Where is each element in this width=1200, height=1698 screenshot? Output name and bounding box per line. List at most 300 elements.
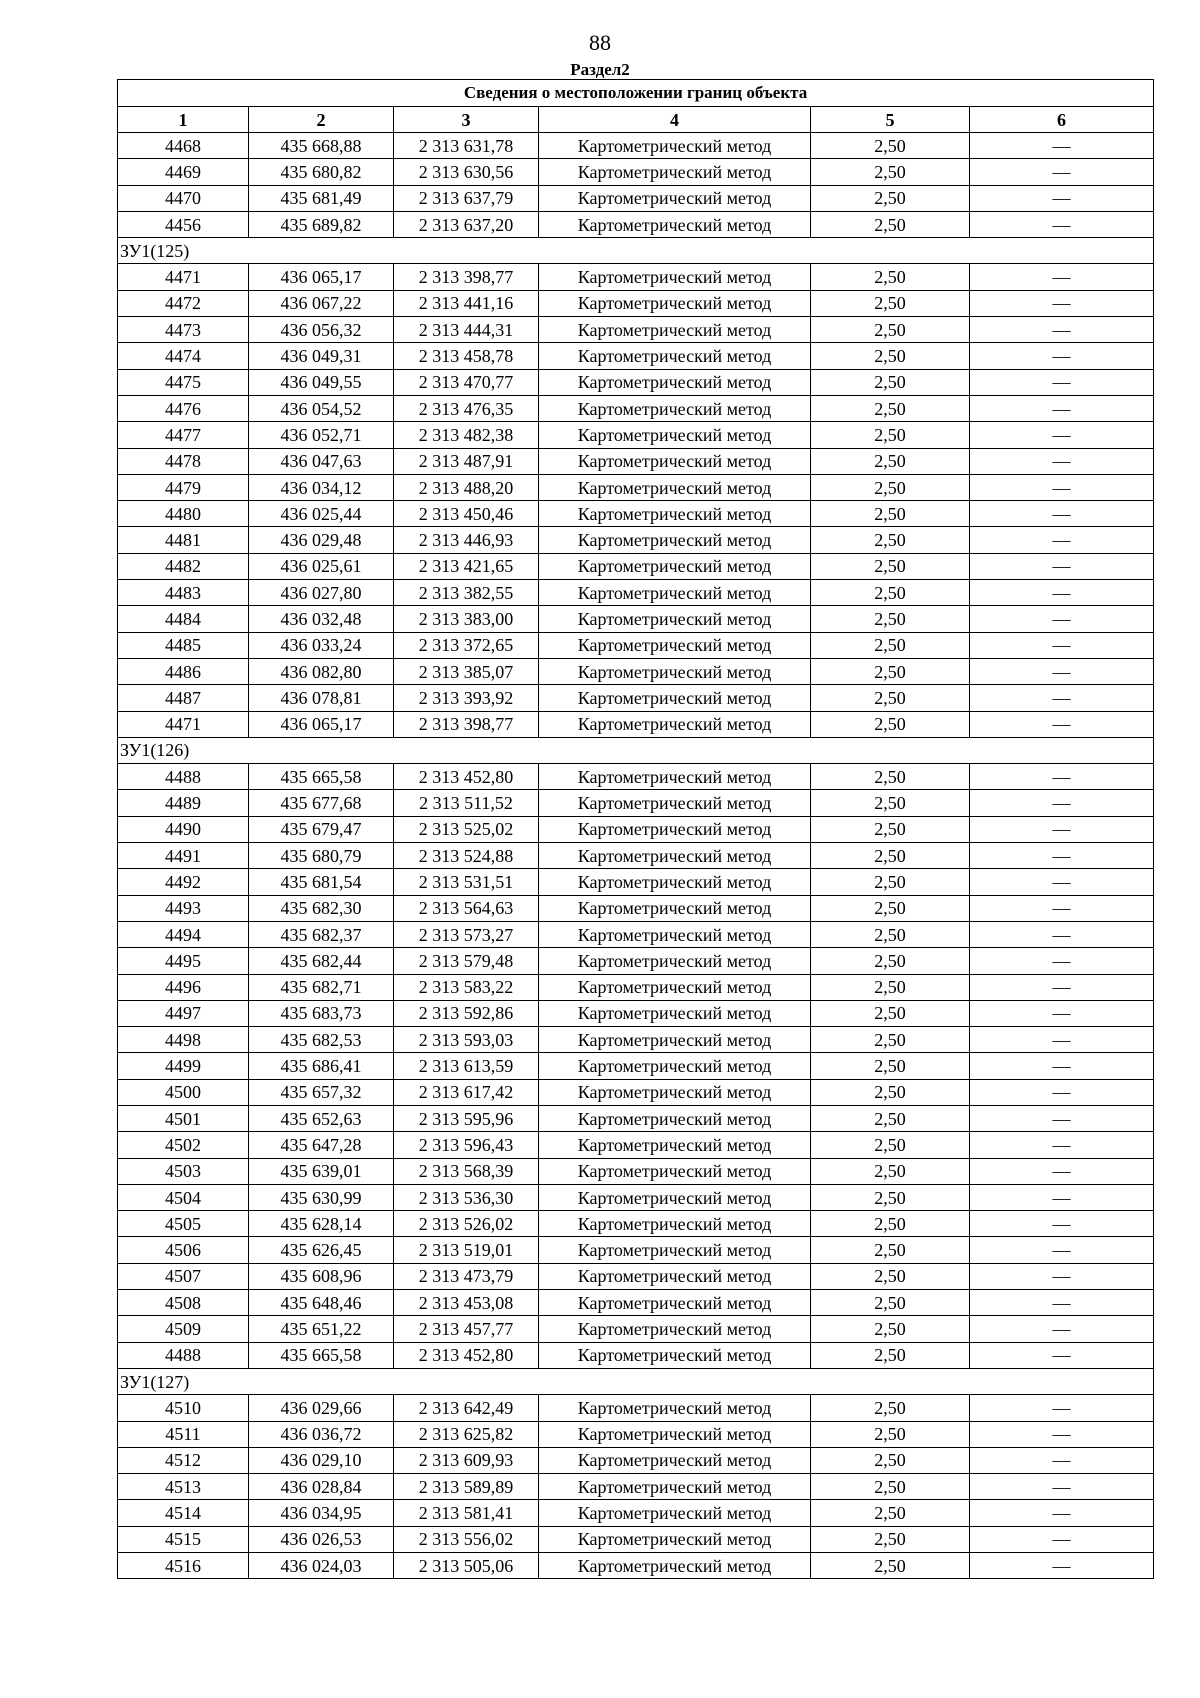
table-cell: 4491 (118, 843, 249, 869)
table-cell: Картометрический метод (539, 895, 811, 921)
table-cell: — (970, 1342, 1154, 1368)
table-cell: 4470 (118, 185, 249, 211)
table-cell: — (970, 1105, 1154, 1131)
table-cell: 2 313 444,31 (394, 317, 539, 343)
table-cell: 435 639,01 (249, 1158, 394, 1184)
table-row (118, 1105, 1154, 1131)
table-cell: Картометрический метод (539, 632, 811, 658)
table-row (118, 1447, 1154, 1473)
table-cell: 4477 (118, 422, 249, 448)
table-cell: — (970, 1474, 1154, 1500)
table-cell: Картометрический метод (539, 1184, 811, 1210)
table-cell: 2,50 (811, 869, 970, 895)
table-cell: 2,50 (811, 1079, 970, 1105)
table-cell: 2,50 (811, 580, 970, 606)
table-cell: 4471 (118, 711, 249, 737)
table-cell: Картометрический метод (539, 1053, 811, 1079)
table-cell: Картометрический метод (539, 1000, 811, 1026)
table-cell: 2 313 617,42 (394, 1079, 539, 1105)
table-cell: Картометрический метод (539, 553, 811, 579)
table-cell: 4505 (118, 1211, 249, 1237)
column-header: 3 (394, 107, 539, 133)
table-cell: 435 651,22 (249, 1316, 394, 1342)
table-cell: 2,50 (811, 1211, 970, 1237)
table-cell: 436 029,48 (249, 527, 394, 553)
table-cell: 436 065,17 (249, 264, 394, 290)
table-cell: 2,50 (811, 501, 970, 527)
table-cell: 2,50 (811, 290, 970, 316)
table-row (118, 133, 1154, 159)
table-cell: 2 313 637,79 (394, 185, 539, 211)
table-cell: 2 313 385,07 (394, 658, 539, 684)
table-cell: Картометрический метод (539, 1500, 811, 1526)
table-cell: 4486 (118, 658, 249, 684)
table-cell: 2 313 450,46 (394, 501, 539, 527)
section-title: Раздел2 (570, 60, 630, 79)
table-cell: 4516 (118, 1553, 249, 1579)
table-cell: Картометрический метод (539, 606, 811, 632)
table-cell: Картометрический метод (539, 1447, 811, 1473)
table-cell: Картометрический метод (539, 448, 811, 474)
table-cell: 2 313 589,89 (394, 1474, 539, 1500)
table-cell: 2 313 519,01 (394, 1237, 539, 1263)
table-cell: Картометрический метод (539, 1158, 811, 1184)
table-row (118, 448, 1154, 474)
table-cell: Картометрический метод (539, 1526, 811, 1552)
table-cell: Картометрический метод (539, 264, 811, 290)
table-cell: Картометрический метод (539, 948, 811, 974)
table-cell: 436 052,71 (249, 422, 394, 448)
table-cell: 2 313 511,52 (394, 790, 539, 816)
table-cell: 435 681,49 (249, 185, 394, 211)
table-cell: 2,50 (811, 790, 970, 816)
table-cell: 435 626,45 (249, 1237, 394, 1263)
table-cell: 2,50 (811, 1290, 970, 1316)
table-cell: — (970, 448, 1154, 474)
table-cell: 2,50 (811, 711, 970, 737)
table-row (118, 685, 1154, 711)
table-cell: 435 682,30 (249, 895, 394, 921)
table-cell: 436 028,84 (249, 1474, 394, 1500)
table-cell: 2 313 593,03 (394, 1027, 539, 1053)
table-cell: — (970, 869, 1154, 895)
table-cell: Картометрический метод (539, 1211, 811, 1237)
table-cell: 2 313 441,16 (394, 290, 539, 316)
table-cell: — (970, 369, 1154, 395)
table-cell: — (970, 211, 1154, 237)
table-cell: 2,50 (811, 974, 970, 1000)
table-cell: — (970, 395, 1154, 421)
table-cell: 435 680,82 (249, 159, 394, 185)
table-cell: 2 313 452,80 (394, 764, 539, 790)
table-cell: 4472 (118, 290, 249, 316)
table-cell: 4515 (118, 1526, 249, 1552)
table-cell: 435 679,47 (249, 816, 394, 842)
table-cell: Картометрический метод (539, 1079, 811, 1105)
table-cell: 2 313 453,08 (394, 1290, 539, 1316)
table-cell: 435 682,53 (249, 1027, 394, 1053)
table-cell: Картометрический метод (539, 790, 811, 816)
table-cell: 435 648,46 (249, 1290, 394, 1316)
table-cell: 436 036,72 (249, 1421, 394, 1447)
table-cell: 435 683,73 (249, 1000, 394, 1026)
table-cell: 2 313 573,27 (394, 921, 539, 947)
table-cell: 2,50 (811, 185, 970, 211)
table-cell: 2,50 (811, 1526, 970, 1552)
table-cell: 4508 (118, 1290, 249, 1316)
table-cell: 2,50 (811, 1184, 970, 1210)
table-cell: 435 680,79 (249, 843, 394, 869)
table-row (118, 1184, 1154, 1210)
table-cell: 2 313 579,48 (394, 948, 539, 974)
page-number: 88 (589, 30, 611, 55)
table-cell: — (970, 290, 1154, 316)
table-cell: — (970, 553, 1154, 579)
table-cell: 436 025,44 (249, 501, 394, 527)
group-header-row (118, 1368, 1154, 1394)
table-row (118, 948, 1154, 974)
table-cell: 2,50 (811, 658, 970, 684)
table-cell: 2 313 473,79 (394, 1263, 539, 1289)
table-row (118, 895, 1154, 921)
table-cell: 436 032,48 (249, 606, 394, 632)
table-cell: 436 065,17 (249, 711, 394, 737)
table-row (118, 974, 1154, 1000)
table-cell: — (970, 658, 1154, 684)
table-cell: 2 313 487,91 (394, 448, 539, 474)
table-cell: 2,50 (811, 1132, 970, 1158)
table-cell: 2,50 (811, 843, 970, 869)
table-cell: 2,50 (811, 1000, 970, 1026)
group-header-row (118, 238, 1154, 264)
table-cell: — (970, 1500, 1154, 1526)
table-row (118, 1421, 1154, 1447)
table-cell: 2 313 458,78 (394, 343, 539, 369)
table-cell: — (970, 1211, 1154, 1237)
table-row (118, 1053, 1154, 1079)
table-row (118, 1395, 1154, 1421)
table-row (118, 501, 1154, 527)
table-row (118, 1316, 1154, 1342)
table-cell: 2,50 (811, 764, 970, 790)
table-cell: — (970, 527, 1154, 553)
table-cell: — (970, 1027, 1154, 1053)
table-cell: — (970, 711, 1154, 737)
table-cell: 4482 (118, 553, 249, 579)
group-label: ЗУ1(125) (118, 238, 1154, 264)
table-cell: — (970, 159, 1154, 185)
table-cell: Картометрический метод (539, 395, 811, 421)
table-cell: 2 313 446,93 (394, 527, 539, 553)
table-cell: — (970, 1421, 1154, 1447)
table-cell: 2 313 457,77 (394, 1316, 539, 1342)
table-cell: 436 078,81 (249, 685, 394, 711)
table-cell: Картометрический метод (539, 501, 811, 527)
table-cell: — (970, 1447, 1154, 1473)
table-cell: Картометрический метод (539, 1316, 811, 1342)
table-cell: 436 029,66 (249, 1395, 394, 1421)
table-cell: 2 313 383,00 (394, 606, 539, 632)
table-cell: — (970, 1000, 1154, 1026)
table-cell: Картометрический метод (539, 1105, 811, 1131)
table-cell: 4512 (118, 1447, 249, 1473)
table-cell: 4503 (118, 1158, 249, 1184)
table-cell: 4468 (118, 133, 249, 159)
table-cell: 436 029,10 (249, 1447, 394, 1473)
table-cell: Картометрический метод (539, 422, 811, 448)
table-cell: — (970, 580, 1154, 606)
table-cell: — (970, 1158, 1154, 1184)
table-cell: Картометрический метод (539, 1263, 811, 1289)
table-cell: 2,50 (811, 448, 970, 474)
table-row (118, 1237, 1154, 1263)
table-cell: 4513 (118, 1474, 249, 1500)
table-cell: — (970, 343, 1154, 369)
table-cell: Картометрический метод (539, 133, 811, 159)
table-cell: — (970, 1132, 1154, 1158)
table-cell: — (970, 1526, 1154, 1552)
table-row (118, 1079, 1154, 1105)
table-cell: — (970, 632, 1154, 658)
table-cell: Картометрический метод (539, 1290, 811, 1316)
table-row (118, 1474, 1154, 1500)
table-cell: 4501 (118, 1105, 249, 1131)
table-cell: Картометрический метод (539, 1553, 811, 1579)
table-cell: 4495 (118, 948, 249, 974)
table-row (118, 1000, 1154, 1026)
table-cell: 4499 (118, 1053, 249, 1079)
table-cell: — (970, 843, 1154, 869)
table-cell: 2,50 (811, 474, 970, 500)
table-cell: 4474 (118, 343, 249, 369)
table-cell: 2 313 393,92 (394, 685, 539, 711)
table-cell: Картометрический метод (539, 343, 811, 369)
table-cell: 2 313 625,82 (394, 1421, 539, 1447)
table-row (118, 553, 1154, 579)
table-cell: — (970, 264, 1154, 290)
boundary-coordinates-table (117, 79, 1154, 1579)
table-cell: 2,50 (811, 343, 970, 369)
table-cell: 435 668,88 (249, 133, 394, 159)
table-title-row (118, 80, 1154, 107)
table-cell: 4498 (118, 1027, 249, 1053)
table-cell: 4481 (118, 527, 249, 553)
table-row (118, 843, 1154, 869)
table-cell: 4456 (118, 211, 249, 237)
table-cell: 4493 (118, 895, 249, 921)
column-header: 1 (118, 107, 249, 133)
group-label: ЗУ1(127) (118, 1368, 1154, 1394)
table-cell: 2,50 (811, 211, 970, 237)
table-cell: 2,50 (811, 1158, 970, 1184)
table-cell: 4469 (118, 159, 249, 185)
table-cell: Картометрический метод (539, 290, 811, 316)
table-cell: 4511 (118, 1421, 249, 1447)
table-row (118, 790, 1154, 816)
table-cell: 2,50 (811, 921, 970, 947)
table-cell: 4502 (118, 1132, 249, 1158)
table-row (118, 921, 1154, 947)
table-cell: Картометрический метод (539, 369, 811, 395)
table-cell: 2,50 (811, 1027, 970, 1053)
table-cell: — (970, 948, 1154, 974)
table-cell: Картометрический метод (539, 764, 811, 790)
table-cell: 435 689,82 (249, 211, 394, 237)
table-cell: — (970, 816, 1154, 842)
table-cell: 436 054,52 (249, 395, 394, 421)
table-row (118, 606, 1154, 632)
table-cell: Картометрический метод (539, 527, 811, 553)
table-cell: 2 313 642,49 (394, 1395, 539, 1421)
table-cell: 436 027,80 (249, 580, 394, 606)
table-cell: Картометрический метод (539, 921, 811, 947)
table-cell: 2 313 631,78 (394, 133, 539, 159)
table-row (118, 1553, 1154, 1579)
table-cell: Картометрический метод (539, 1474, 811, 1500)
table-row (118, 264, 1154, 290)
table-cell: 2 313 583,22 (394, 974, 539, 1000)
table-cell: — (970, 1237, 1154, 1263)
table-cell: 2 313 482,38 (394, 422, 539, 448)
table-cell: 436 067,22 (249, 290, 394, 316)
table-cell: 435 682,37 (249, 921, 394, 947)
table-cell: 4488 (118, 764, 249, 790)
table-row (118, 580, 1154, 606)
table-cell: 2 313 531,51 (394, 869, 539, 895)
table-cell: — (970, 1184, 1154, 1210)
table-row (118, 816, 1154, 842)
table-cell: Картометрический метод (539, 1237, 811, 1263)
table-cell: 2,50 (811, 1421, 970, 1447)
table-cell: 436 025,61 (249, 553, 394, 579)
table-cell: 435 630,99 (249, 1184, 394, 1210)
table-cell: — (970, 921, 1154, 947)
table-cell: 435 665,58 (249, 764, 394, 790)
table-row (118, 422, 1154, 448)
table-row (118, 711, 1154, 737)
table-row (118, 632, 1154, 658)
table-cell: 436 034,95 (249, 1500, 394, 1526)
table-cell: — (970, 474, 1154, 500)
table-cell: — (970, 185, 1154, 211)
table-row (118, 159, 1154, 185)
table-cell: Картометрический метод (539, 580, 811, 606)
table-cell: 2 313 398,77 (394, 711, 539, 737)
table-cell: 4490 (118, 816, 249, 842)
table-cell: — (970, 606, 1154, 632)
table-cell: 436 034,12 (249, 474, 394, 500)
table-cell: 435 677,68 (249, 790, 394, 816)
table-cell: 2 313 526,02 (394, 1211, 539, 1237)
table-cell: 435 681,54 (249, 869, 394, 895)
table-cell: Картометрический метод (539, 185, 811, 211)
table-cell: 2,50 (811, 1474, 970, 1500)
table-cell: Картометрический метод (539, 843, 811, 869)
table-cell: Картометрический метод (539, 1132, 811, 1158)
table-cell: 2,50 (811, 1553, 970, 1579)
table-cell: 4514 (118, 1500, 249, 1526)
table-cell: Картометрический метод (539, 211, 811, 237)
table-cell: 4471 (118, 264, 249, 290)
table-cell: 2 313 596,43 (394, 1132, 539, 1158)
table-cell: 436 056,32 (249, 317, 394, 343)
column-header: 6 (970, 107, 1154, 133)
table-cell: 4479 (118, 474, 249, 500)
table-cell: 436 082,80 (249, 658, 394, 684)
table-cell: — (970, 317, 1154, 343)
table-cell: 2,50 (811, 1263, 970, 1289)
table-cell: 2,50 (811, 816, 970, 842)
table-cell: — (970, 1316, 1154, 1342)
table-row (118, 185, 1154, 211)
table-cell: 4484 (118, 606, 249, 632)
table-cell: 2 313 609,93 (394, 1447, 539, 1473)
table-row (118, 1132, 1154, 1158)
table-cell: 2 313 524,88 (394, 843, 539, 869)
table-cell: 2 313 372,65 (394, 632, 539, 658)
table-cell: Картометрический метод (539, 474, 811, 500)
table-cell: 436 026,53 (249, 1526, 394, 1552)
table-cell: 2,50 (811, 632, 970, 658)
table-cell: 2,50 (811, 527, 970, 553)
table-cell: 2 313 382,55 (394, 580, 539, 606)
table-cell: Картометрический метод (539, 1342, 811, 1368)
table-cell: 4489 (118, 790, 249, 816)
table-cell: 4494 (118, 921, 249, 947)
table-cell: 2,50 (811, 1500, 970, 1526)
table-cell: — (970, 133, 1154, 159)
table-row (118, 1342, 1154, 1368)
table-row (118, 290, 1154, 316)
table-cell: — (970, 974, 1154, 1000)
table-cell: 2,50 (811, 159, 970, 185)
table-cell: 4488 (118, 1342, 249, 1368)
table-row (118, 369, 1154, 395)
table-cell: 435 628,14 (249, 1211, 394, 1237)
table-cell: — (970, 501, 1154, 527)
table-cell: Картометрический метод (539, 1027, 811, 1053)
table-cell: 2,50 (811, 1342, 970, 1368)
table-cell: 2,50 (811, 1105, 970, 1131)
table-cell: 435 652,63 (249, 1105, 394, 1131)
column-header-row (118, 107, 1154, 133)
table-cell: — (970, 1053, 1154, 1079)
table-title: Сведения о местоположении границ объекта (118, 80, 1154, 107)
table-cell: 4480 (118, 501, 249, 527)
table-cell: 4507 (118, 1263, 249, 1289)
table-cell: 2,50 (811, 133, 970, 159)
table-cell: 2 313 505,06 (394, 1553, 539, 1579)
table-cell: 435 647,28 (249, 1132, 394, 1158)
table-row (118, 1526, 1154, 1552)
table-cell: 2,50 (811, 1237, 970, 1263)
table-cell: — (970, 1290, 1154, 1316)
table-cell: 435 686,41 (249, 1053, 394, 1079)
table-cell: 2,50 (811, 264, 970, 290)
table-cell: 2,50 (811, 1447, 970, 1473)
table-row (118, 869, 1154, 895)
table-cell: — (970, 1553, 1154, 1579)
table-row (118, 1211, 1154, 1237)
group-header-row (118, 737, 1154, 763)
table-cell: — (970, 764, 1154, 790)
table-cell: 2 313 613,59 (394, 1053, 539, 1079)
table-cell: 4506 (118, 1237, 249, 1263)
table-cell: 2,50 (811, 685, 970, 711)
table-cell: 4485 (118, 632, 249, 658)
table-cell: 2 313 581,41 (394, 1500, 539, 1526)
table-cell: 436 049,31 (249, 343, 394, 369)
